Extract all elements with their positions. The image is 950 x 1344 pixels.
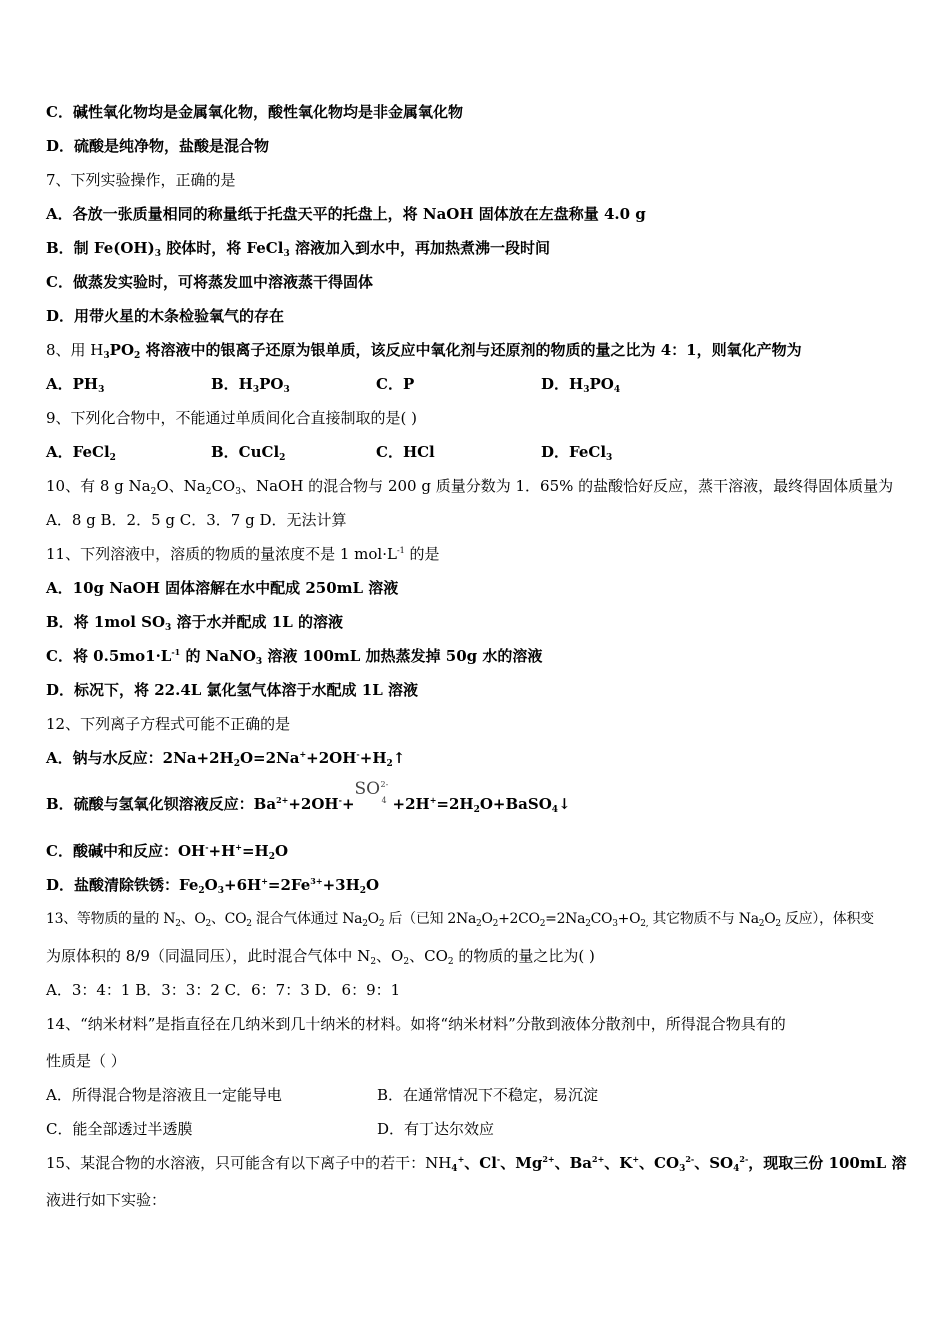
sup: + (299, 749, 307, 759)
text: 混合气体通过 Na (251, 911, 363, 927)
q9-option-c (376, 442, 541, 462)
sup: - (356, 749, 360, 759)
text: 、NaOH 的混合物与 200 g 质量分数为 1．65% 的盐酸恰好反应，蒸干溶液，最终得固体质量为 (240, 477, 894, 495)
text: =H (241, 842, 269, 860)
q12-option-d (46, 875, 910, 895)
text: C．酸碱中和反应：OH (46, 842, 206, 860)
q9-option-a (46, 442, 211, 462)
sub: 2 (279, 453, 286, 463)
sub: 2 (134, 351, 141, 361)
text: 的 NaNO (180, 647, 256, 665)
text: O (274, 842, 289, 860)
question-12 (46, 714, 910, 734)
text: +2OH (306, 749, 357, 767)
sup: 2+ (592, 1154, 605, 1164)
sub: 2 (246, 919, 252, 929)
sub: 2 (539, 919, 546, 929)
text: 的物质的量之比为( ) (453, 947, 595, 965)
text: +H (208, 842, 236, 860)
text: O+BaSO (479, 795, 552, 813)
text: CO (211, 477, 236, 495)
q12-option-b (46, 779, 910, 815)
text: 溶液 100mL 加热蒸发掉 50g 水的溶液 (262, 647, 543, 665)
text: +6H (224, 876, 262, 894)
sub: 2 (109, 453, 116, 463)
text: O (764, 911, 776, 927)
text: D．H (541, 375, 584, 393)
text: 、Cl (464, 1154, 497, 1172)
text: 、CO (409, 947, 448, 965)
text: +3H (322, 876, 360, 894)
text: 为原体积的 8/9（同温同压），此时混合气体中 N (46, 947, 371, 965)
text: 、Ba (554, 1154, 593, 1172)
text: A．FeCl (46, 443, 110, 461)
q11-option-b (46, 612, 910, 632)
q12-option-a (46, 748, 910, 768)
text: A．钠与水反应：2Na+2H (46, 749, 234, 767)
sub: 2 (362, 919, 368, 929)
text: 、K (604, 1154, 633, 1172)
q14-option-c: C．能全部透过半透膜 (46, 1120, 193, 1138)
text: 溶于水并配成 1L 的溶液 (171, 613, 343, 631)
text: 、O (180, 911, 206, 927)
question-11 (46, 544, 910, 564)
sup: + (457, 1154, 465, 1164)
sub: 3 (612, 919, 618, 929)
sub: 2, (640, 919, 649, 929)
text: B．CuCl (211, 443, 280, 461)
text: O=2Na (239, 749, 300, 767)
question-13-line-2 (46, 946, 910, 966)
sub: 4 (451, 1164, 458, 1174)
text: +O (617, 911, 641, 927)
text: C．将 0.5mo1·L (46, 647, 172, 665)
q10-options (46, 510, 910, 530)
text: 11、下列溶液中，溶质的物质的量浓度不是 1 mol·L (46, 545, 397, 563)
sulfate-ion-formula (354, 779, 393, 815)
sup: 2+ (276, 795, 289, 805)
sup: + (429, 795, 437, 805)
text: D．FeCl (541, 443, 607, 461)
text: O (204, 876, 218, 894)
q14-options-row-1 (46, 1085, 910, 1105)
text: C．碱性氧化物均是金属氧化物，酸性氧化物均是非金属氧化物 (46, 103, 463, 121)
question-14-line-2 (46, 1051, 910, 1071)
q8-options (46, 374, 910, 394)
q6-option-c (46, 102, 910, 122)
text: A．PH (46, 375, 99, 393)
text: =2H (436, 795, 474, 813)
q11-option-a (46, 578, 910, 598)
text: B．将 1mol SO (46, 613, 166, 631)
text: 13、等物质的量的 N (46, 911, 176, 927)
q7-option-d (46, 306, 910, 326)
q9-option-d (541, 442, 706, 462)
text: A．各放一张质量相同的称量纸于托盘天平的托盘上，将 NaOH 固体放在左盘称量 4.0 g (46, 205, 646, 223)
sub: 2 (492, 919, 499, 929)
text: 其它物质不与 Na (648, 911, 759, 927)
sub: 3 (98, 385, 105, 395)
q14-options-row-2 (46, 1119, 910, 1139)
text: 液进行如下实验： (46, 1191, 167, 1209)
text: D．标况下，将 22.4L 氯化氢气体溶于水配成 1L 溶液 (46, 681, 418, 699)
sup: -1 (171, 647, 181, 657)
sup: + (261, 876, 268, 886)
q12-option-c (46, 841, 910, 861)
text: ↑ (392, 749, 406, 767)
q9-option-b (211, 442, 376, 462)
sup: - (205, 842, 209, 852)
sub: 4 (613, 385, 621, 395)
text: 后（已知 2Na (384, 911, 476, 927)
sub: 2 (473, 805, 480, 815)
text: +2CO (498, 911, 540, 927)
text: +2OH (288, 795, 339, 813)
text: B．硫酸与氢氧化钡溶液反应：Ba (46, 795, 277, 813)
text: =2Na (545, 911, 586, 927)
sub: 4 (733, 1164, 740, 1174)
question-8 (46, 340, 910, 360)
sup: 3+ (310, 876, 323, 886)
text: B．H (211, 375, 253, 393)
text: O (481, 911, 493, 927)
text: CO (590, 911, 613, 927)
text: 、CO (210, 911, 247, 927)
sub: 2 (370, 957, 377, 967)
text: 胶体时，将 FeCl (160, 239, 284, 257)
text: PO (589, 375, 614, 393)
sup: - (338, 795, 342, 805)
sub: 3 (165, 623, 172, 633)
question-15-line-2 (46, 1190, 910, 1210)
text: 、O (376, 947, 404, 965)
text: A．8 g B．2．5 g C．3．7 g D．无法计算 (46, 511, 347, 529)
q14-option-b: B．在通常情况下不稳定，易沉淀 (377, 1086, 599, 1104)
text: C．做蒸发实验时，可将蒸发皿中溶液蒸干得固体 (46, 273, 373, 291)
q7-option-b (46, 238, 910, 258)
text: + (341, 795, 355, 813)
text: 的是 (404, 545, 440, 563)
q8-option-d (541, 374, 706, 394)
text: 9、下列化合物中，不能通过单质间化合直接制取的是( ) (46, 409, 418, 427)
text: D．用带火星的木条检验氧气的存在 (46, 307, 285, 325)
q14-option-d: D．有丁达尔效应 (377, 1120, 495, 1138)
sub: 2 (233, 759, 240, 769)
text: ，现取三份 100mL 溶 (748, 1154, 907, 1172)
text: PO (259, 375, 284, 393)
sup: 2+ (542, 1154, 555, 1164)
sup: 2- (739, 1154, 749, 1164)
sub: 2 (175, 919, 181, 929)
question-10 (46, 476, 910, 496)
sup: -1 (396, 546, 405, 555)
text: C．HCl (376, 443, 435, 461)
sub: 2 (758, 919, 765, 929)
sub: 3 (283, 249, 290, 259)
sub: 2 (378, 919, 385, 929)
text: 12、下列离子方程式可能不正确的是 (46, 715, 291, 733)
sub: 2 (585, 919, 591, 929)
sub: 2 (198, 886, 205, 896)
text: A．3：4：1 B．3：3：2 C．6：7：3 D．6：9：1 (46, 981, 401, 999)
text: 14、“纳米材料”是指直径在几纳米到几十纳米的材料。如将“纳米材料”分散到液体分散剂中，所得混合物具有的 (46, 1015, 786, 1033)
text: +H (359, 749, 387, 767)
text: 将溶液中的银离子还原为银单质，该反应中氧化剂与还原剂的物质的量之比为 4：1，则氧化产物为 (140, 341, 802, 359)
text: 、CO (639, 1154, 680, 1172)
sub: 3 (583, 385, 590, 395)
q6-option-d (46, 136, 910, 156)
sub: 2 (476, 919, 482, 929)
sup: 2- (685, 1154, 695, 1164)
sub: 2 (403, 957, 410, 967)
text: =2Fe (267, 876, 311, 894)
text: D．硫酸是纯净物，盐酸是混合物 (46, 137, 270, 155)
sub: 4 (551, 805, 559, 815)
text: 反应），体积变 (780, 911, 874, 927)
sup: + (632, 1154, 640, 1164)
sup: - (496, 1154, 501, 1164)
text: 溶液加入到水中，再加热煮沸一段时间 (289, 239, 550, 257)
sub: 2 (386, 759, 393, 769)
text: ↓ (558, 795, 571, 813)
text: 10、有 8 g Na (46, 477, 151, 495)
so-charge: 2- (380, 780, 389, 789)
sub: 3 (255, 657, 263, 667)
text: O (367, 911, 379, 927)
sub: 2 (205, 487, 212, 497)
sub: 3 (606, 453, 613, 463)
q7-option-c (46, 272, 910, 292)
sub: 3 (252, 385, 260, 395)
text: +2H (392, 795, 430, 813)
sub: 2 (775, 919, 781, 929)
sub: 3 (217, 886, 224, 896)
sub: 2 (150, 487, 157, 497)
text: 15、某混合物的水溶液，只可能含有以下离子中的若干：NH (46, 1154, 452, 1172)
so-text: SO (354, 779, 381, 799)
text: 7、下列实验操作，正确的是 (46, 171, 236, 189)
question-9 (46, 408, 910, 428)
question-7 (46, 170, 910, 190)
q9-options (46, 442, 910, 462)
sub: 2 (447, 957, 454, 967)
q8-option-a (46, 374, 211, 394)
question-15-line-1 (46, 1153, 910, 1173)
text: O、Na (156, 477, 206, 495)
text: 、Mg (500, 1154, 543, 1172)
sub: 3 (154, 249, 161, 259)
text: D．盐酸清除铁锈：Fe (46, 876, 199, 894)
text: B．制 Fe(OH) (46, 239, 155, 257)
text: A．10g NaOH 固体溶解在水中配成 250mL 溶液 (46, 579, 399, 597)
question-13-line-1 (46, 909, 910, 929)
sub: 3 (103, 351, 110, 361)
text: C．P (376, 375, 415, 393)
text: 、SO (694, 1154, 734, 1172)
sup: + (235, 842, 242, 852)
text: 性质是（ ） (46, 1052, 126, 1070)
sub: 2 (205, 919, 211, 929)
text: PO (109, 341, 135, 359)
question-14-line-1 (46, 1014, 910, 1034)
q13-options (46, 980, 910, 1000)
sub: 3 (235, 487, 241, 497)
sub: 3 (283, 385, 290, 395)
q8-option-b (211, 374, 376, 394)
q8-option-c (376, 374, 541, 394)
q11-option-c (46, 646, 910, 666)
text: 8、用 H (46, 341, 104, 359)
sub: 3 (679, 1164, 686, 1174)
text: O (366, 876, 380, 894)
q11-option-d (46, 680, 910, 700)
so-sub: 4 (381, 796, 387, 805)
q14-option-a: A．所得混合物是溶液且一定能导电 (46, 1086, 282, 1104)
q7-option-a (46, 204, 910, 224)
sub: 2 (268, 852, 275, 862)
sub: 2 (359, 886, 367, 896)
